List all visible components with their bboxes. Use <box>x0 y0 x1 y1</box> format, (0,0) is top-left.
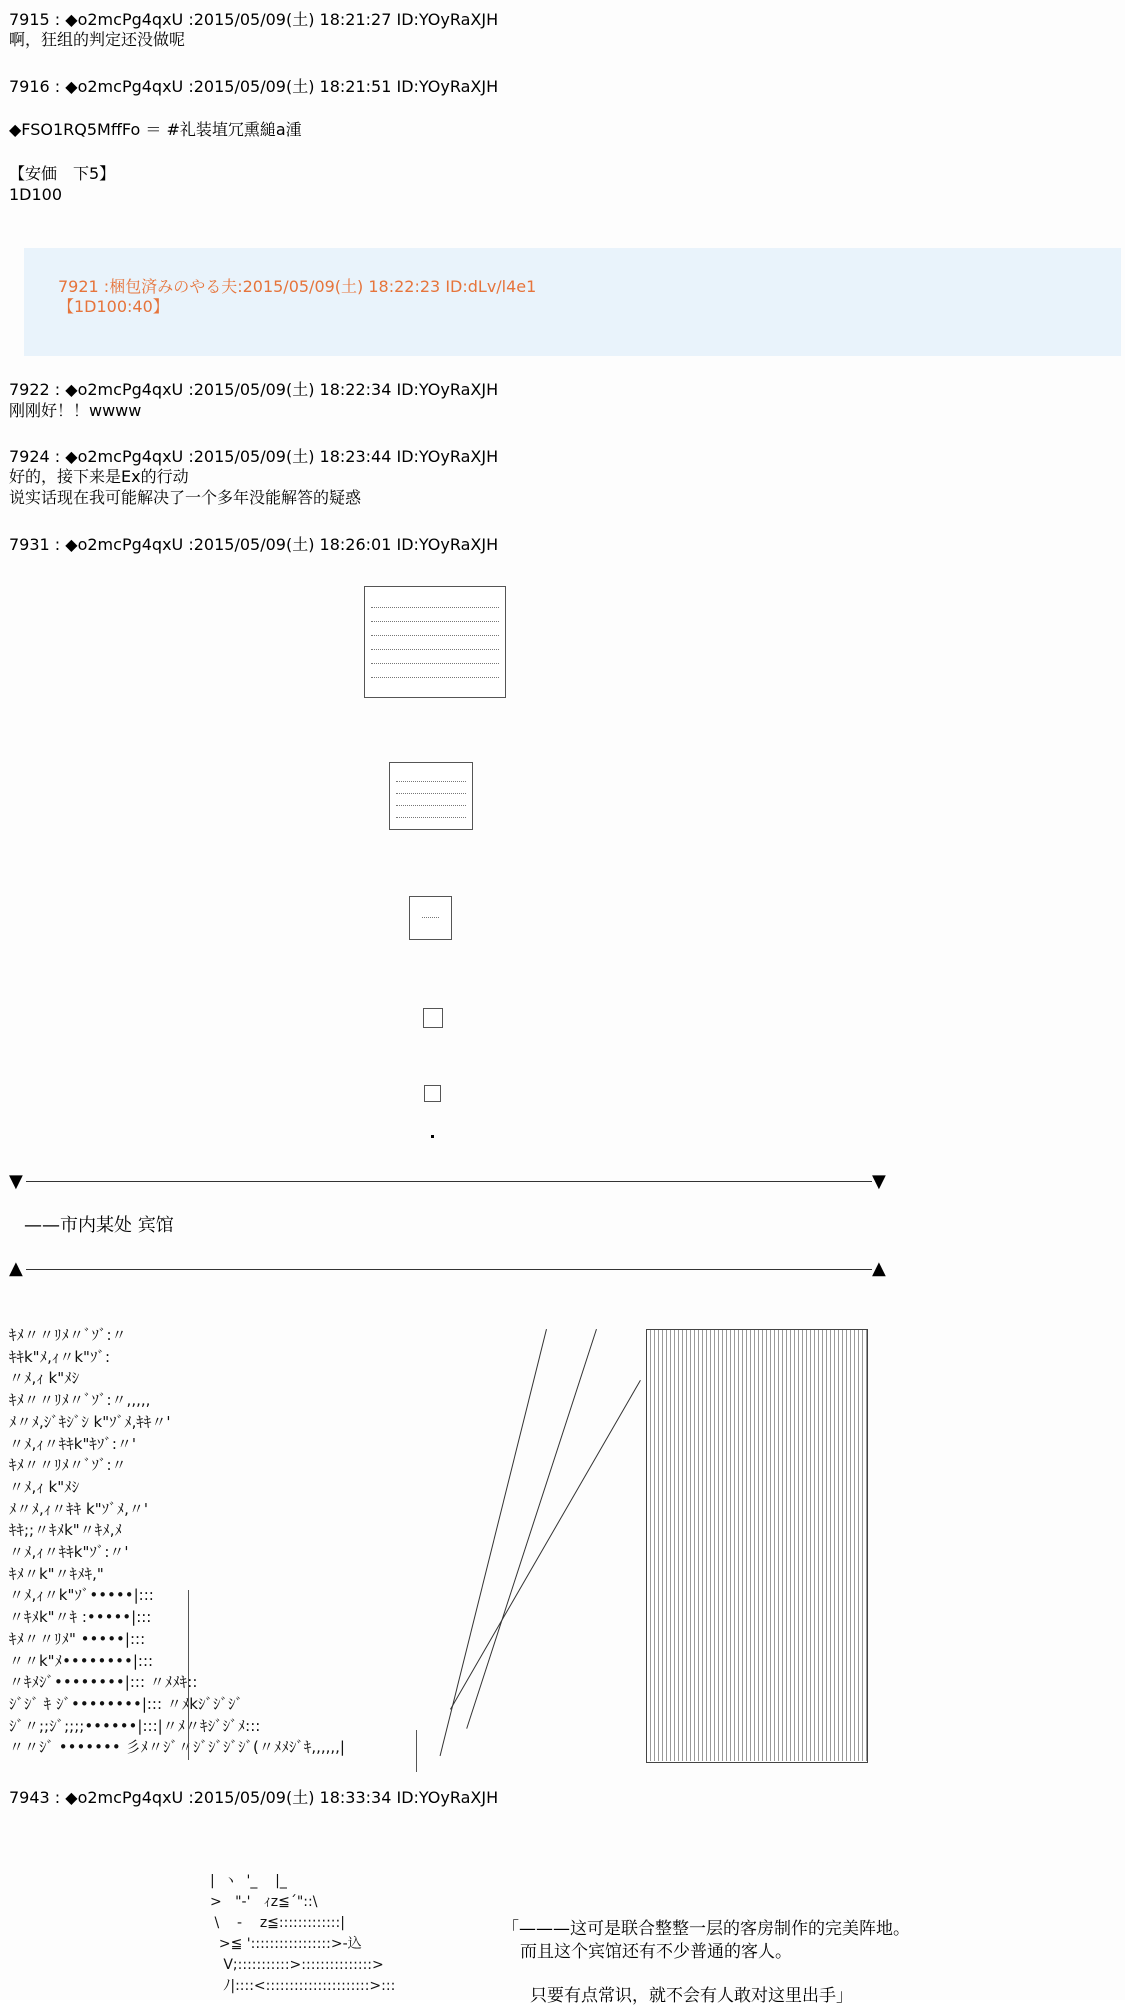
character-art: | ヽ '_ |_ > "-' ｨz≦´"::\ \ - z≦:::::::::::::| >≦ ':::::::::::::::::>-込 V;:::::::::::>:::::::::::::::> ﾉ|::::<::::::::::::::::::::::>::: <box>210 1873 396 1994</box>
hotel-art-post <box>416 1730 417 1772</box>
scene-title: ——市内某处 宾馆 <box>24 1215 174 1236</box>
ascii-box-tinier <box>424 1085 441 1102</box>
post-header-7922: 7922 : ◆o2mcPg4qxU :2015/05/09(土) 18:22:34 ID:YOyRaXJH <box>9 380 499 399</box>
post-body-7916-line3: 1D100 <box>9 185 63 204</box>
dialogue-line-1: 「———这可是联合整整一层的客房制作的完美阵地。 <box>502 1919 910 1939</box>
triangle-down-left-icon: ▼ <box>9 1171 23 1192</box>
post-header-7916: 7916 : ◆o2mcPg4qxU :2015/05/09(土) 18:21:51 ID:YOyRaXJH <box>9 77 499 96</box>
post-header-7924: 7924 : ◆o2mcPg4qxU :2015/05/09(土) 18:23:44 ID:YOyRaXJH <box>9 447 499 466</box>
divider-bottom <box>26 1269 872 1270</box>
post-header-7931: 7931 : ◆o2mcPg4qxU :2015/05/09(土) 18:26:01 ID:YOyRaXJH <box>9 535 499 554</box>
post-header-7943: 7943 : ◆o2mcPg4qxU :2015/05/09(土) 18:33:34 ID:YOyRaXJH <box>9 1788 499 1807</box>
divider-top <box>26 1181 872 1182</box>
post-body-7922: 刚刚好！！wwww <box>9 401 142 420</box>
hotel-art-text: ｷﾒ〃〃ﾘﾒ〃ﾞｿﾞ:〃 ｷｷk"ﾒ,ｨ〃k"ｿﾞ: 〃ﾒ,ｨ k"ﾒｼ ｷﾒ〃〃ﾘﾒ〃ﾞｿﾞ:〃,,,,, ﾒ〃ﾒ,ｼﾞｷｼﾞｼ k"ｿﾞﾒ,ｷｷ〃' 〃ﾒ,ｨ〃ｷｷk"ｷｿﾞ:〃' ｷﾒ〃〃ﾘﾒ〃ﾞｿﾞ:〃 〃ﾒ,ｨ k"ﾒｼ ﾒ〃ﾒ,ｨ〃ｷｷ k"ｿﾞﾒ,〃' ｷｷ;;〃ｷﾒk"〃ｷﾒ,ﾒ 〃ﾒ,ｨ〃ｷｷk"ｿﾞ:〃' ｷﾒ〃k"〃ｷﾒｷ," 〃ﾒ,ｨ〃k"ｿﾞ•••••|::: 〃ｷﾒk"〃ｷ :•••••|::: ｷﾒ〃〃ﾘﾒ" •••••|::: 〃〃k"ﾒ••••••••|::: 〃ｷﾒｼﾞ••••••••|::: 〃ﾒﾒｷ:: ｼﾞｼﾞ ｷ ｼﾞ••••••••|::: 〃ﾒkｼﾞｼﾞｼﾞ ｼﾞ〃;;ｼﾞ;;;;••••••|:::|〃ﾒ〃ｷｼﾞｼﾞﾒ::: 〃〃ｼﾞ ••••••• 彡ﾒ〃ｼﾞ〃ｼﾞｼﾞｼﾞｼﾞ(〃ﾒﾒｼﾞｷ,,,,,,| <box>9 1326 345 1757</box>
hotel-art-wall <box>188 1590 189 1760</box>
ascii-box-medium <box>389 762 473 830</box>
ascii-box-large <box>364 586 506 698</box>
post-body-7916-line1: ◆FSO1RQ5MffFo ＝ #礼装埴冗熏縋a湩 <box>9 120 302 139</box>
dialogue-line-3: 只要有点常识，就不会有人敢对这里出手」 <box>530 1986 853 2006</box>
post-body-7915: 啊，狂组的判定还没做呢 <box>9 30 186 49</box>
quoted-post <box>24 248 1121 356</box>
hotel-art-edge-1 <box>440 1329 547 1756</box>
ascii-dot <box>431 1135 434 1138</box>
triangle-up-right-icon: ▲ <box>872 1258 886 1279</box>
hotel-art-edge-3 <box>450 1380 641 1710</box>
post-body-7924-line2: 说实话现在我可能解决了一个多年没能解答的疑惑 <box>9 488 362 507</box>
ascii-box-small <box>409 896 452 940</box>
post-body-7924-line1: 好的，接下来是Ex的行动 <box>9 467 189 486</box>
ascii-box-tiny <box>423 1008 443 1028</box>
dialogue-line-2: 而且这个宾馆还有不少普通的客人。 <box>520 1942 792 1962</box>
post-header-7915: 7915 : ◆o2mcPg4qxU :2015/05/09(土) 18:21:27 ID:YOyRaXJH <box>9 10 499 29</box>
hotel-art-building-frame <box>646 1329 868 1763</box>
quoted-post-header[interactable]: 7921 :梱包済みのやる夫:2015/05/09(土) 18:22:23 ID:dLv/l4e1 <box>58 277 537 296</box>
quoted-post-body: 【1D100:40】 <box>58 297 169 316</box>
post-body-7916-line2: 【安価 下5】 <box>9 164 116 183</box>
triangle-up-left-icon: ▲ <box>9 1258 23 1279</box>
triangle-down-right-icon: ▼ <box>872 1171 886 1192</box>
